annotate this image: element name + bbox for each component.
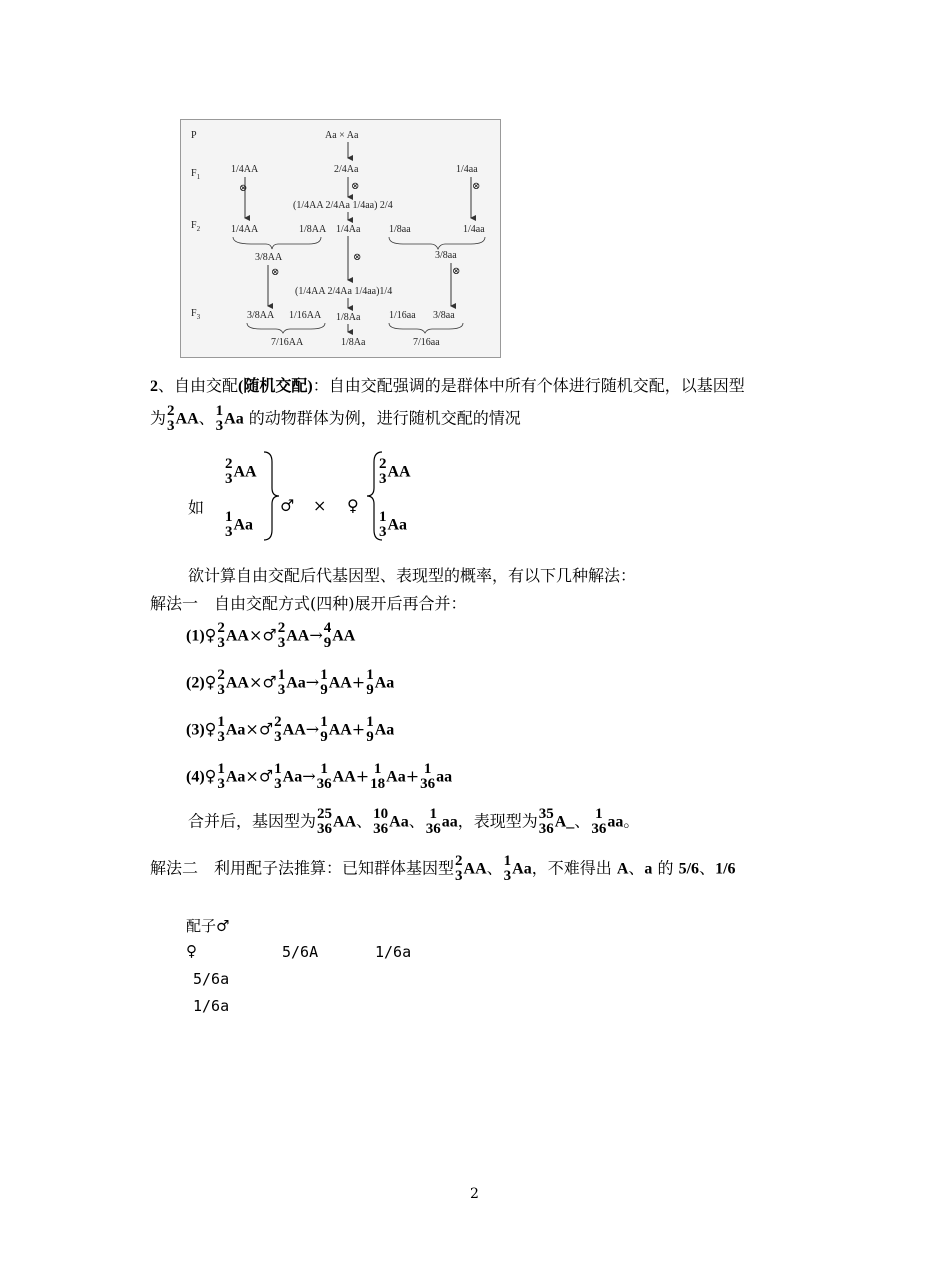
method1-heading: 解法一 自由交配方式(四种)展开后再合并： <box>150 594 467 613</box>
female-symbol: ♀ <box>347 496 359 515</box>
g3-left: 3/8AA <box>255 252 283 263</box>
f1-right: 1/4aa <box>456 164 478 175</box>
f1-left: 1/4AA <box>231 164 259 175</box>
self-symbol: ⊗ <box>472 181 481 192</box>
p-cross: Aa × Aa <box>325 130 359 141</box>
gen-f1: $F_1$ <box>191 168 201 181</box>
f3-e: 3/8aa <box>433 310 455 321</box>
pedigree-svg <box>181 120 500 357</box>
gen-f3: $F_3$ <box>191 308 201 321</box>
inheritance-diagram <box>180 119 501 358</box>
gamete-col2: 1/6a <box>375 943 412 961</box>
f3-a: 3/8AA <box>247 310 275 321</box>
gen-p: P <box>191 130 197 141</box>
self-symbol: ⊗ <box>353 252 362 263</box>
page-number: 2 <box>470 1186 479 1202</box>
cross-2: (2)♀ 2 3 AA×♂ 1 3 Aa→ 1 9 AA+ 1 9 Aa <box>186 667 395 698</box>
f3-mid-paren: (1/4AA 2/4Aa 1/4aa)1/4 <box>295 286 393 297</box>
gamete-row2: 1/6a <box>193 997 230 1015</box>
text: 的动物群体为例，进行随机交配的情况 <box>248 408 521 428</box>
section-number: 2 <box>150 378 158 395</box>
tot-left: 7/16AA <box>271 337 304 348</box>
separator: 、 <box>198 408 215 428</box>
genotype: Aa <box>224 410 244 428</box>
right-brace <box>262 450 282 542</box>
f2-a: 1/4AA <box>231 224 259 235</box>
f2-d: 1/8aa <box>389 224 411 235</box>
section2-title <box>150 373 745 396</box>
self-symbol: ⊗ <box>271 267 280 278</box>
section-title-text: 、自由交配 <box>158 376 239 395</box>
merge-result: 合并后，基因型为 25 36 AA、 10 36 Aa、 1 36 aa，表现型为 35 36 A_、 1 36 aa。 <box>188 806 640 837</box>
cross-ru: 如 <box>188 498 205 517</box>
methods-intro: 欲计算自由交配后代基因型、表现型的概率，有以下几种解法： <box>188 566 637 585</box>
g3-right: 3/8aa <box>435 250 457 261</box>
cross-1: (1)♀ 2 3 AA×♂ 2 3 AA→ 4 9 AA <box>186 620 356 651</box>
fraction: 1 3 <box>215 403 224 434</box>
text: 为 <box>150 408 167 428</box>
self-symbol: ⊗ <box>452 266 461 277</box>
male-symbol: ♂ <box>280 496 295 515</box>
female-aa: 2 3 AA <box>379 456 411 487</box>
tot-mid: 1/8Aa <box>341 337 366 348</box>
gamete-col1: 5/6A <box>282 943 319 961</box>
times-symbol: × <box>313 496 327 515</box>
genotype: AA <box>175 410 199 428</box>
cross-4: (4)♀ 1 3 Aa×♂ 1 3 Aa→ 1 36 AA+ 1 18 Aa+ 1 36 aa <box>186 761 453 792</box>
gamete-female: ♀ <box>186 942 197 960</box>
f3-d: 1/16aa <box>389 310 416 321</box>
section-title-desc: ：自由交配强调的是群体中所有个体进行随机交配，以基因型 <box>312 376 745 395</box>
male-aa: 2 3 AA <box>225 456 257 487</box>
gamete-row1: 5/6a <box>193 970 230 988</box>
method2-line: 解法二 利用配子法推算：已知群体基因型 2 3 AA、 1 3 Aa，不难得出 A、a 的 5/6、1/6 <box>150 853 736 884</box>
self-symbol: ⊗ <box>351 181 360 192</box>
gamete-header: 配子♂ <box>186 917 230 935</box>
f2-e: 1/4aa <box>463 224 485 235</box>
male-aa2: 1 3 Aa <box>225 509 254 540</box>
brace-left-f2 <box>233 237 321 249</box>
brace-right-f2 <box>389 237 485 249</box>
brace-left-f3 <box>247 323 325 333</box>
brace-right-f3 <box>389 323 463 333</box>
f2-mid-paren: (1/4AA 2/4Aa 1/4aa) 2/4 <box>293 200 393 211</box>
f2-c: 1/4Aa <box>336 224 361 235</box>
tot-right: 7/16aa <box>413 337 440 348</box>
self-symbol: ⊗ <box>239 183 248 194</box>
f3-b: 1/16AA <box>289 310 322 321</box>
f2-b: 1/8AA <box>299 224 327 235</box>
f1-mid: 2/4Aa <box>334 164 359 175</box>
fraction: 2 3 <box>167 403 175 434</box>
female-aa2: 1 3 Aa <box>379 509 408 540</box>
section-title-paren: (随机交配) <box>238 378 313 395</box>
gen-f2: $F_2$ <box>191 220 201 233</box>
f3-c: 1/8Aa <box>336 312 361 323</box>
cross-3: (3)♀ 1 3 Aa×♂ 2 3 AA→ 1 9 AA+ 1 9 Aa <box>186 714 395 745</box>
section2-line2 <box>150 404 521 434</box>
